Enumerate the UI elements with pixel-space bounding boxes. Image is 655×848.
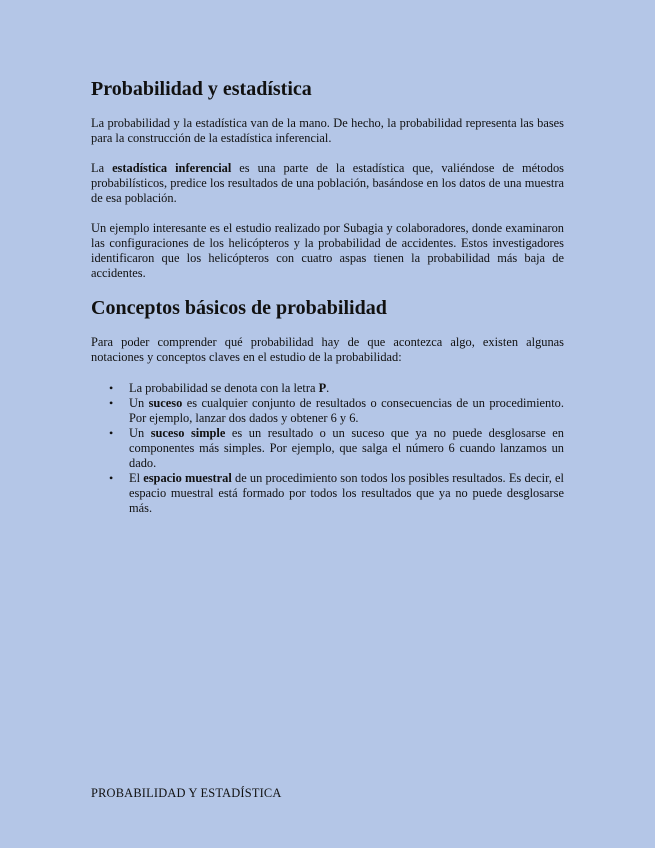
text-fragment: es un resultado o un suceso que ya no puede desglosarse en componentes más simples. Por ejemplo, que salga el número 6 cuando lanzamos un dado. bbox=[129, 426, 565, 470]
list-item bbox=[91, 471, 564, 516]
document-body bbox=[91, 78, 564, 516]
paragraph-conceptos-intro: Para poder comprender qué probabilidad hay de que acontezca algo, existen algunas notaciones y conceptos claves en el estudio de la probabilidad: bbox=[91, 335, 564, 364]
bold-term: espacio muestral bbox=[143, 471, 232, 485]
text-fragment: de un procedimiento son todos los posibles resultados. Es decir, el espacio muestral está formado por todos los resultados que ya no puede desglosarse más. bbox=[129, 471, 564, 515]
paragraph-inferencial bbox=[91, 161, 564, 206]
text-fragment: Un bbox=[129, 396, 149, 410]
concepts-list bbox=[91, 381, 564, 516]
bold-term: P bbox=[318, 381, 327, 395]
text-fragment: es cualquier conjunto de resultados o consecuencias de un procedimiento. Por ejemplo, lanzar dos dados y obtener 6 y 6. bbox=[129, 396, 564, 425]
paragraph-ejemplo: Un ejemplo interesante es el estudio realizado por Subagia y colaboradores, donde examinaron las configuraciones de los helicópteros y la probabilidad de accidentes. Estos investigadores identificaron que los helicópteros con cuatro aspas tienen la probabilidad más baja de accidentes. bbox=[91, 221, 564, 280]
list-item bbox=[91, 396, 564, 426]
bullet-icon: • bbox=[109, 426, 114, 440]
bold-term: suceso simple bbox=[150, 426, 226, 440]
text-fragment: La probabilidad se denota con la letra bbox=[129, 381, 319, 395]
bullet-icon: • bbox=[109, 381, 114, 395]
text-fragment: El bbox=[129, 471, 144, 485]
page-footer: PROBABILIDAD Y ESTADÍSTICA bbox=[91, 786, 282, 800]
bold-term: suceso bbox=[148, 396, 183, 410]
list-item bbox=[91, 426, 564, 471]
bullet-icon: • bbox=[109, 471, 114, 485]
section-title-probabilidad: Probabilidad y estadística bbox=[91, 78, 312, 100]
text-fragment: . bbox=[326, 381, 330, 395]
list-item bbox=[91, 381, 564, 396]
text-fragment: La bbox=[91, 161, 113, 175]
text-fragment: Un bbox=[129, 426, 151, 440]
paragraph-intro: La probabilidad y la estadística van de la mano. De hecho, la probabilidad representa las bases para la construcción de la estadística inferencial. bbox=[91, 116, 564, 145]
bullet-icon: • bbox=[109, 396, 114, 410]
section-title-conceptos: Conceptos básicos de probabilidad bbox=[91, 297, 387, 319]
text-fragment: es una parte de la estadística que, valiéndose de métodos probabilísticos, predice los resultados de una población, basándose en los datos de una muestra de esa población. bbox=[91, 161, 564, 205]
bold-term: estadística inferencial bbox=[112, 161, 232, 175]
